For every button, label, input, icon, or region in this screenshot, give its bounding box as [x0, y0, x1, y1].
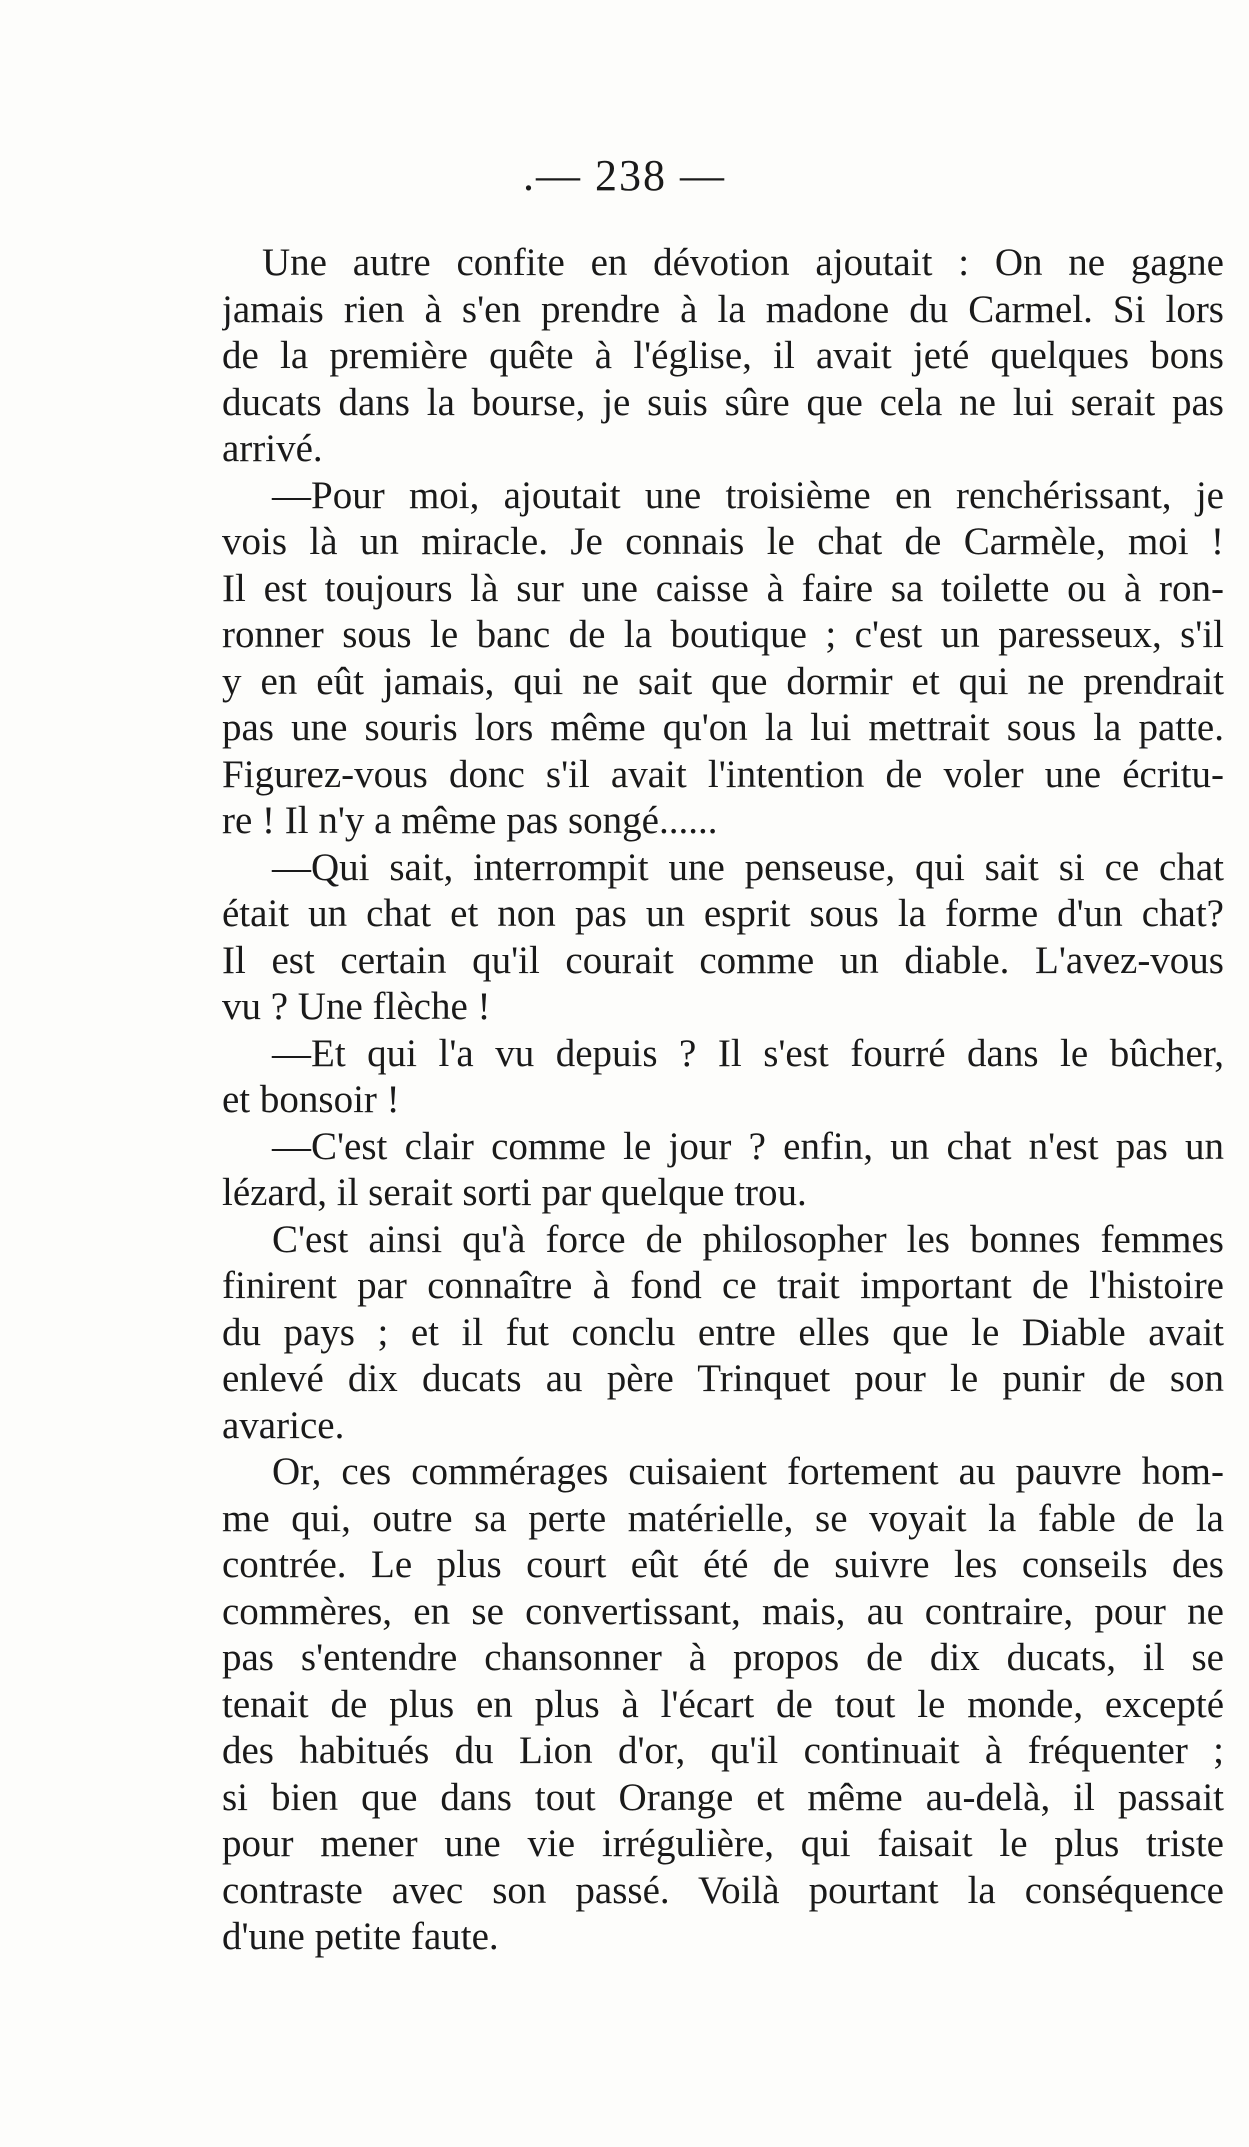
text-line: contrée. Le plus court eût été de suivre les conseils des [222, 1543, 1224, 1586]
text-line: si bien que dans tout Orange et même au-delà, il passait [222, 1775, 1224, 1819]
text-line: avarice. [222, 1403, 345, 1447]
text-line: —Qui sait, interrompit une penseuse, qui sait si ce chat [272, 845, 1224, 889]
text-line: Il est toujours là sur une caisse à faire sa toilette ou à ron- [222, 566, 1224, 610]
text-line: vois là un miracle. Je connais le chat de Carmèle, moi ! [222, 520, 1224, 563]
text-line: contraste avec son passé. Voilà pourtant la conséquence [222, 1868, 1224, 1912]
text-line: finirent par connaître à fond ce trait important de l'histoire [222, 1264, 1224, 1307]
text-line: —Pour moi, ajoutait une troisième en renchérissant, je [272, 473, 1224, 517]
text-line: Il est certain qu'il courait comme un diable. L'avez-vous [222, 938, 1224, 982]
text-line: y en eût jamais, qui ne sait que dormir et qui ne prendrait [222, 659, 1224, 703]
text-line: —Et qui l'a vu depuis ? Il s'est fourré dans le bûcher, [272, 1031, 1224, 1075]
page-number: .— 238 — [523, 151, 726, 200]
text-line: pas une souris lors même qu'on la lui mettrait sous la patte. [222, 706, 1224, 749]
text-line: arrivé. [222, 427, 323, 470]
text-line: Une autre confite en dévotion ajoutait : On ne gagne [262, 241, 1224, 284]
text-line: re ! Il n'y a même pas songé...... [222, 799, 718, 842]
text-line: jamais rien à s'en prendre à la madone du Carmel. Si lors [222, 287, 1224, 331]
text-line: ronner sous le banc de la boutique ; c'est un paresseux, s'il [222, 613, 1224, 656]
text-line: enlevé dix ducats au père Trinquet pour le punir de son [222, 1357, 1224, 1400]
text-line: ducats dans la bourse, je suis sûre que cela ne lui serait pas [222, 380, 1224, 424]
text-line: Figurez-vous donc s'il avait l'intention de voler une écritu- [222, 752, 1224, 796]
text-line: C'est ainsi qu'à force de philosopher les bonnes femmes [272, 1217, 1224, 1261]
text-line: commères, en se convertissant, mais, au contraire, pour ne [222, 1589, 1224, 1633]
text-line: pour mener une vie irrégulière, qui faisait le plus triste [222, 1822, 1224, 1865]
text-line: vu ? Une flèche ! [222, 985, 491, 1028]
text-line: et bonsoir ! [222, 1078, 400, 1121]
text-line: pas s'entendre chansonner à propos de dix ducats, il se [222, 1636, 1224, 1679]
text-line: —C'est clair comme le jour ? enfin, un chat n'est pas un [272, 1124, 1224, 1168]
text-line: était un chat et non pas un esprit sous la forme d'un chat? [222, 892, 1224, 935]
text-line: Or, ces commérages cuisaient fortement au pauvre hom- [272, 1450, 1224, 1493]
text-line: des habitués du Lion d'or, qu'il continuait à fréquenter ; [222, 1729, 1224, 1772]
body-text [222, 240, 1224, 1961]
text-line: de la première quête à l'église, il avait jeté quelques bons [222, 334, 1224, 377]
text-line: me qui, outre sa perte matérielle, se voyait la fable de la [222, 1496, 1224, 1540]
text-line: tenait de plus en plus à l'écart de tout le monde, excepté [222, 1682, 1224, 1726]
text-line: d'une petite faute. [222, 1915, 499, 1958]
text-line: lézard, il serait sorti par quelque trou. [222, 1171, 807, 1214]
text-line: du pays ; et il fut conclu entre elles que le Diable avait [222, 1310, 1224, 1354]
